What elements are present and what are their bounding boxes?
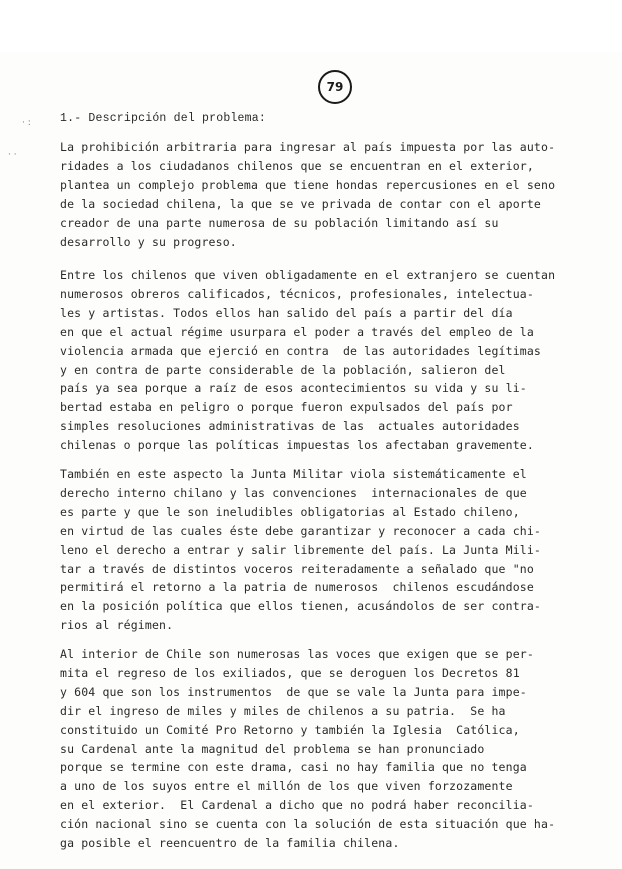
page-number-circle (318, 70, 352, 104)
text-line: La prohibición arbitraria para ingresar al país impuesta por las auto- (60, 140, 556, 154)
text-line: en la posición política que ellos tienen, acusándolos de ser contra- (60, 599, 542, 614)
text-line: numerosos obreros calificados, técnicos, profesionales, intelectua- (60, 286, 534, 301)
text-line: creador de una parte numerosa de su población limitando así su (60, 215, 499, 230)
text-line: rios al régimen. (60, 618, 174, 633)
text-line: país ya sea porque a raíz de esos acontecimientos su vida y su li- (60, 381, 527, 396)
text-line: Al interior de Chile son numerosas las voces que exigen que se per- (60, 647, 534, 661)
paragraph-3 (60, 465, 580, 635)
text-line: constituido un Comité Pro Retorno y también la Iglesia Católica, (60, 722, 520, 737)
text-line: plantea un complejo problema que tiene hondas repercusiones en el seno (60, 177, 556, 192)
text-line: es parte y que le son ineludibles obligatorias al Estado chileno, (60, 504, 520, 519)
text-line: ción nacional sino se cuenta con la solución de esta situación que ha- (60, 817, 556, 832)
text-line: en virtud de las cuales éste debe garantizar y reconocer a cada chi- (60, 523, 542, 538)
paragraph-1 (60, 138, 580, 251)
text-line: a uno de los suyos entre el millón de los que viven forzozamente (60, 779, 513, 794)
text-line: violencia armada que ejerció en contra de las autoridades legítimas (60, 343, 542, 358)
text-line: chilenas o porque las políticas impuestas los afectaban gravemente. (60, 438, 534, 453)
text-line: ga posible el reencuentro de la familia chilena. (60, 836, 400, 851)
text-line: porque se termine con este drama, casi no hay familia que no tenga (60, 760, 527, 775)
paragraph-2 (60, 266, 580, 455)
text-line: ridades a los ciudadanos chilenos que se encuentran en el exterior, (60, 158, 534, 173)
section-heading: 1.- Descripción del problema: (60, 112, 266, 125)
text-line: desarrollo y su progreso. (60, 234, 237, 249)
text-line: de la sociedad chilena, la que se ve privada de contar con el aporte (60, 196, 542, 211)
text-line: Entre los chilenos que viven obligadamente en el extranjero se cuentan (60, 268, 556, 282)
text-line: su Cardenal ante la magnitud del problema se han pronunciado (60, 741, 485, 756)
text-line: tar a través de distintos voceros reiteradamente a señalado que "no (60, 561, 534, 576)
text-line: mita el regreso de los exiliados, que se deroguen los Decretos 81 (60, 665, 520, 680)
text-line: derecho interno chilano y las convenciones internacionales de que (60, 485, 527, 500)
text-line: dir el ingreso de miles y miles de chilenos a su patria. Se ha (60, 703, 506, 718)
scan-top-margin (0, 0, 622, 52)
text-line: bertad estaba en peligro o porque fueron expulsados del país por (60, 400, 513, 415)
text-line: También en este aspecto la Junta Militar viola sistemáticamente el (60, 467, 527, 481)
margin-mark: · · (8, 150, 17, 160)
margin-mark: · : (22, 118, 31, 128)
text-line: permitirá el retorno a la patria de numerosos chilenos escudándose (60, 580, 534, 595)
text-line: y en contra de parte considerable de la población, salieron del (60, 362, 506, 377)
text-line: en el exterior. El Cardenal a dicho que no podrá haber reconcilia- (60, 798, 534, 813)
text-line: leno el derecho a entrar y salir libremente del país. La Junta Mili- (60, 542, 542, 557)
text-line: y 604 que son los instrumentos de que se vale la Junta para impe- (60, 684, 527, 699)
text-line: les y artistas. Todos ellos han salido del país a partir del día (60, 305, 513, 320)
page-number: 79 (326, 80, 344, 94)
text-line: simples resoluciones administrativas de las actuales autoridades (60, 419, 520, 434)
text-line: en que el actual régime usurpara el poder a través del empleo de la (60, 324, 534, 339)
paragraph-4 (60, 645, 580, 853)
